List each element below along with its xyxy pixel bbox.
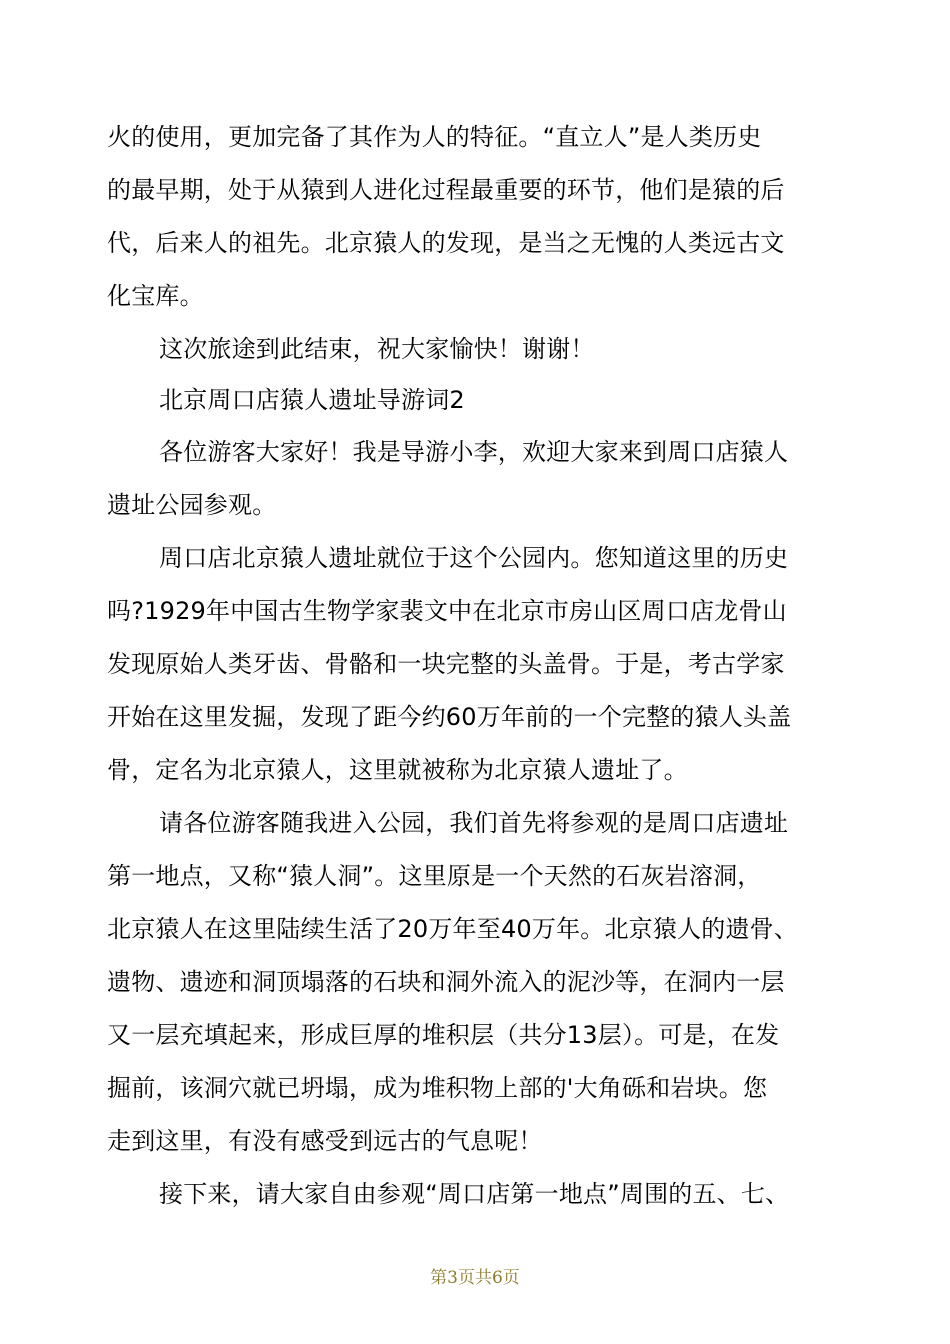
text-line: 遗址公园参观。 [107, 491, 277, 519]
text-line: 代，后来人的祖先。北京猿人的发现，是当之无愧的人类远古文 [107, 229, 785, 257]
text-line: 掘前，该洞穴就已坍塌，成为堆积物上部的'大角砾和岩块。您 [107, 1074, 768, 1102]
page-number-footer: 第3页共6页 [430, 1268, 520, 1288]
text-line: 发现原始人类牙齿、骨骼和一块完整的头盖骨。于是，考古学家 [107, 650, 785, 678]
text-line: 的最早期，处于从猿到人进化过程最重要的环节，他们是猿的后 [107, 176, 785, 204]
section-heading: 北京周口店猿人遗址导游词2 [159, 386, 465, 414]
text-line: 化宝库。 [107, 282, 204, 310]
text-line: 遗物、遗迹和洞顶塌落的石块和洞外流入的泥沙等，在洞内一层 [107, 968, 785, 996]
text-line: 周口店北京猿人遗址就位于这个公园内。您知道这里的历史 [159, 544, 789, 572]
text-line: 接下来，请大家自由参观“周口店第一地点”周围的五、七、 [159, 1180, 790, 1208]
text-line: 又一层充填起来，形成巨厚的堆积层（共分13层）。可是，在发 [107, 1021, 780, 1049]
text-line: 开始在这里发掘，发现了距今约60万年前的一个完整的猿人头盖 [107, 703, 792, 731]
text-line: 北京猿人在这里陆续生活了20万年至40万年。北京猿人的遗骨、 [107, 915, 799, 943]
text-line: 火的使用，更加完备了其作为人的特征。“直立人”是人类历史 [107, 123, 762, 151]
text-line: 走到这里，有没有感受到远古的气息呢！ [107, 1127, 543, 1155]
text-line: 请各位游客随我进入公园，我们首先将参观的是周口店遗址 [159, 809, 789, 837]
text-line: 第一地点，又称“猿人洞”。这里原是一个天然的石灰岩溶洞， [107, 862, 762, 890]
text-line: 这次旅途到此结束，祝大家愉快！谢谢！ [159, 335, 595, 363]
text-line: 吗?1929年中国古生物学家裴文中在北京市房山区周口店龙骨山 [107, 597, 787, 625]
text-line: 骨，定名为北京猿人，这里就被称为北京猿人遗址了。 [107, 756, 688, 784]
text-line: 各位游客大家好！我是导游小李，欢迎大家来到周口店猿人 [159, 438, 789, 466]
